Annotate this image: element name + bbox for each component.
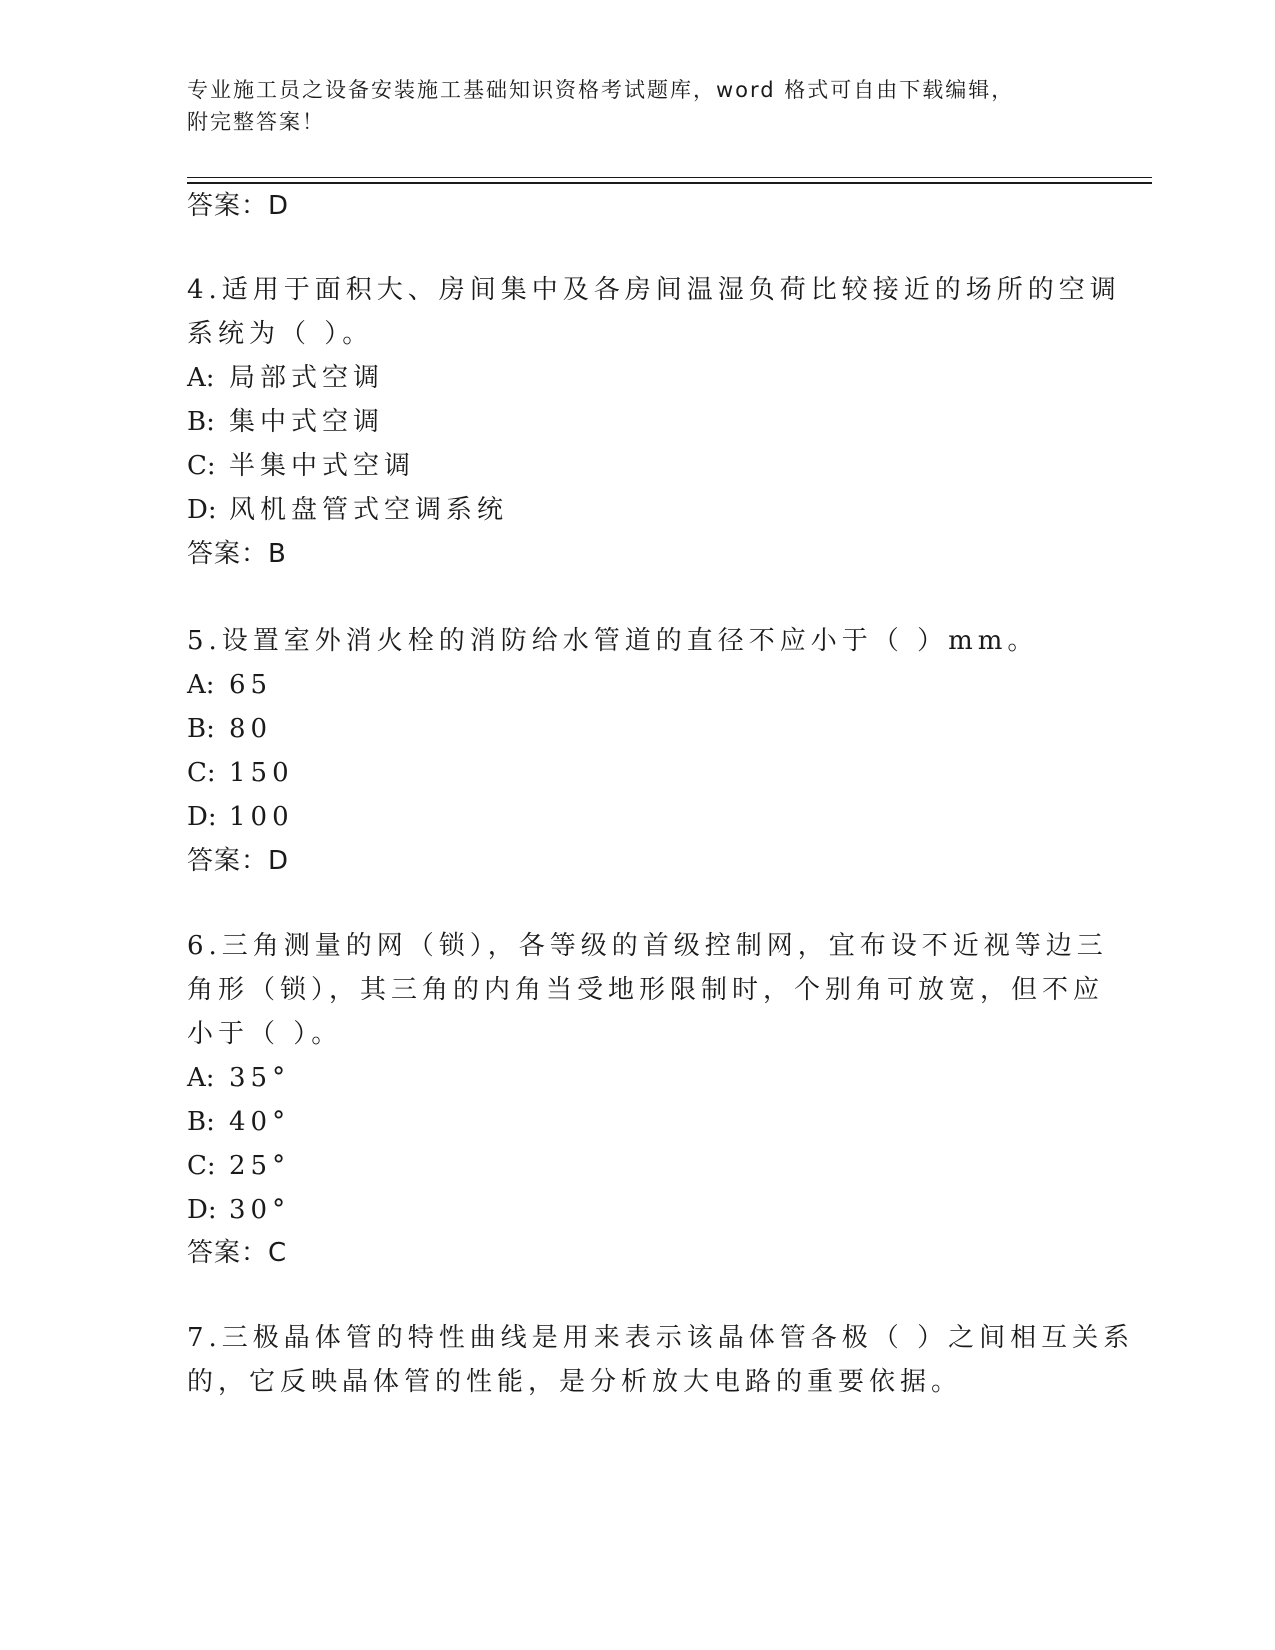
- header-line-1: 专业施工员之设备安装施工基础知识资格考试题库，word 格式可自由下载编辑，: [187, 78, 1015, 102]
- header-line-2: 附完整答案！: [187, 110, 325, 134]
- question-5-option-a: [187, 669, 272, 701]
- question-6-line-3: 小于（ ）。: [187, 1019, 343, 1049]
- option-text: 25°: [229, 1151, 291, 1181]
- question-4-line-1: 4.适用于面积大、房间集中及各房间温湿负荷比较接近的场所的空调: [187, 275, 1121, 305]
- option-label: D:: [187, 802, 217, 832]
- question-5-answer: 答案：D: [187, 846, 290, 876]
- option-text: 80: [229, 714, 273, 744]
- option-text: 65: [229, 670, 273, 700]
- option-label: A:: [187, 1063, 215, 1093]
- option-label: A:: [187, 363, 215, 393]
- question-4-answer: 答案：B: [187, 539, 287, 569]
- option-text: 半集中式空调: [229, 451, 416, 481]
- question-5-option-d: [187, 801, 294, 833]
- question-6-option-c: [187, 1150, 290, 1182]
- option-label: B:: [187, 714, 215, 744]
- option-text: 35°: [229, 1063, 291, 1093]
- header-divider-thick: [187, 182, 1152, 184]
- question-6-option-d: [187, 1194, 290, 1226]
- question-7-line-1: 7.三极晶体管的特性曲线是用来表示该晶体管各极（ ）之间相互关系: [187, 1323, 1135, 1353]
- option-label: C:: [187, 1151, 216, 1181]
- question-5-line-1: 5.设置室外消火栓的消防给水管道的直径不应小于（ ）mm。: [187, 626, 1039, 656]
- header-divider-thin: [187, 177, 1152, 178]
- question-5-option-b: [187, 713, 272, 745]
- question-6-line-1: 6.三角测量的网（锁），各等级的首级控制网，宜布设不近视等边三: [187, 931, 1108, 961]
- option-label: D:: [187, 495, 217, 525]
- option-text: 集中式空调: [229, 407, 385, 437]
- question-7-line-2: 的，它反映晶体管的性能，是分析放大电路的重要依据。: [187, 1367, 963, 1397]
- question-4-option-d: [187, 494, 508, 526]
- option-label: B:: [187, 1107, 215, 1137]
- option-label: D:: [187, 1195, 217, 1225]
- document-header: [187, 74, 1067, 138]
- previous-answer: 答案：D: [187, 191, 290, 221]
- option-text: 150: [229, 758, 294, 788]
- question-6-option-a: [187, 1062, 290, 1094]
- question-4-option-a: [187, 362, 384, 394]
- option-text: 风机盘管式空调系统: [229, 495, 509, 525]
- option-label: C:: [187, 758, 216, 788]
- option-label: B:: [187, 407, 215, 437]
- question-6-line-2: 角形（锁），其三角的内角当受地形限制时，个别角可放宽，但不应: [187, 975, 1105, 1005]
- question-4-option-c: [187, 450, 415, 482]
- question-4-line-2: 系统为（ ）。: [187, 319, 374, 349]
- question-6-answer: 答案：C: [187, 1238, 288, 1268]
- option-label: C:: [187, 451, 216, 481]
- question-6-option-b: [187, 1106, 290, 1138]
- option-text: 局部式空调: [229, 363, 385, 393]
- option-text: 40°: [229, 1107, 291, 1137]
- question-5-option-c: [187, 757, 294, 789]
- option-text: 30°: [229, 1195, 291, 1225]
- option-text: 100: [229, 802, 294, 832]
- option-label: A:: [187, 670, 215, 700]
- question-4-option-b: [187, 406, 384, 438]
